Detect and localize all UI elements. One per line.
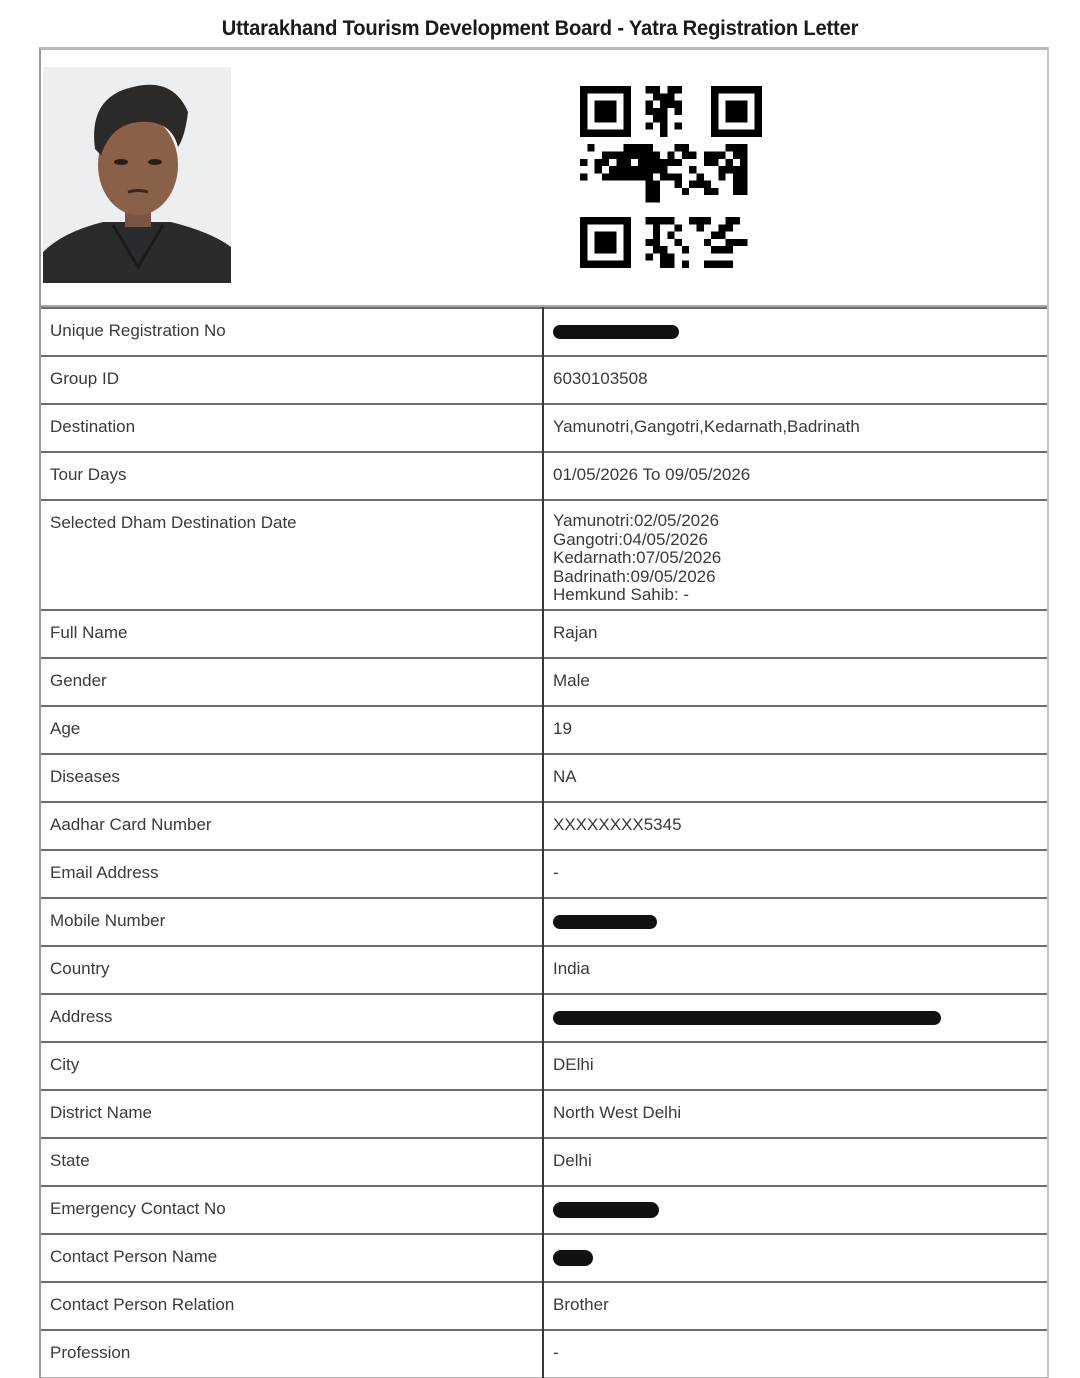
city-label: City	[41, 1042, 543, 1090]
full-name-label: Full Name	[41, 610, 543, 658]
table-row	[41, 1138, 1047, 1186]
gender-label: Gender	[41, 658, 543, 706]
emergency-contact-value	[543, 1186, 1047, 1234]
group-id-value: 6030103508	[543, 356, 1047, 404]
city-value: DElhi	[543, 1042, 1047, 1090]
redacted-value	[553, 325, 679, 339]
redacted-value	[553, 915, 657, 929]
table-row	[41, 850, 1047, 898]
mobile-value	[543, 898, 1047, 946]
aadhar-value: XXXXXXXX5345	[543, 802, 1047, 850]
registration-letter	[39, 47, 1049, 1378]
state-value: Delhi	[543, 1138, 1047, 1186]
profession-label: Profession	[41, 1330, 543, 1378]
mobile-label: Mobile Number	[41, 898, 543, 946]
address-value	[543, 994, 1047, 1042]
document-title: Uttarakhand Tourism Development Board - Yatra Registration Letter	[221, 17, 859, 40]
qr-code	[580, 86, 762, 268]
address-label: Address	[41, 994, 543, 1042]
group-id-label: Group ID	[41, 356, 543, 404]
dham-date-gangotri: Gangotri:04/05/2026	[553, 529, 709, 549]
table-row	[41, 802, 1047, 850]
table-row	[41, 1330, 1047, 1378]
country-value: India	[543, 946, 1047, 994]
table-row	[41, 1042, 1047, 1090]
emergency-contact-label: Emergency Contact No	[41, 1186, 543, 1234]
diseases-label: Diseases	[41, 754, 543, 802]
qr-code-icon	[580, 86, 762, 268]
table-row	[41, 946, 1047, 994]
table-row	[41, 754, 1047, 802]
tour-days-value: 01/05/2026 To 09/05/2026	[543, 452, 1047, 500]
applicant-photo	[43, 67, 231, 283]
contact-person-name-label: Contact Person Name	[41, 1234, 543, 1282]
destination-label: Destination	[41, 404, 543, 452]
dham-date-yamunotri: Yamunotri:02/05/2026	[553, 511, 720, 530]
age-label: Age	[41, 706, 543, 754]
contact-person-relation-label: Contact Person Relation	[41, 1282, 543, 1330]
contact-person-relation-value: Brother	[543, 1282, 1047, 1330]
dham-date-kedarnath: Kedarnath:07/05/2026	[553, 548, 722, 567]
header-section	[41, 50, 1047, 307]
table-row	[41, 308, 1047, 356]
dham-date-hemkund-sahib: Hemkund Sahib: -	[553, 585, 690, 604]
district-value: North West Delhi	[543, 1090, 1047, 1138]
dham-date-label: Selected Dham Destination Date	[41, 500, 543, 610]
unique-registration-no-label: Unique Registration No	[41, 308, 543, 356]
age-value: 19	[543, 706, 1047, 754]
country-label: Country	[41, 946, 543, 994]
gender-value: Male	[543, 658, 1047, 706]
table-row	[41, 500, 1047, 610]
district-label: District Name	[41, 1090, 543, 1138]
table-row	[41, 658, 1047, 706]
contact-person-name-value	[543, 1234, 1047, 1282]
unique-registration-no-value	[543, 308, 1047, 356]
table-row	[41, 452, 1047, 500]
table-row	[41, 898, 1047, 946]
table-row	[41, 1090, 1047, 1138]
full-name-value: Rajan	[543, 610, 1047, 658]
table-row	[41, 610, 1047, 658]
person-photo-icon	[43, 67, 231, 283]
aadhar-label: Aadhar Card Number	[41, 802, 543, 850]
table-row	[41, 1234, 1047, 1282]
table-row	[41, 1186, 1047, 1234]
table-row	[41, 994, 1047, 1042]
tour-days-label: Tour Days	[41, 452, 543, 500]
registration-details-table	[41, 307, 1047, 1378]
email-value: -	[543, 850, 1047, 898]
table-row	[41, 706, 1047, 754]
diseases-value: NA	[543, 754, 1047, 802]
table-row	[41, 356, 1047, 404]
dham-date-badrinath: Badrinath:09/05/2026	[553, 566, 716, 586]
redacted-value	[553, 1011, 941, 1025]
profession-value: -	[543, 1330, 1047, 1378]
redacted-value	[553, 1202, 659, 1218]
state-label: State	[41, 1138, 543, 1186]
redacted-value	[553, 1250, 593, 1266]
table-row	[41, 1282, 1047, 1330]
table-row	[41, 404, 1047, 452]
email-label: Email Address	[41, 850, 543, 898]
dham-date-value	[543, 500, 1047, 610]
destination-value: Yamunotri,Gangotri,Kedarnath,Badrinath	[543, 404, 1047, 452]
